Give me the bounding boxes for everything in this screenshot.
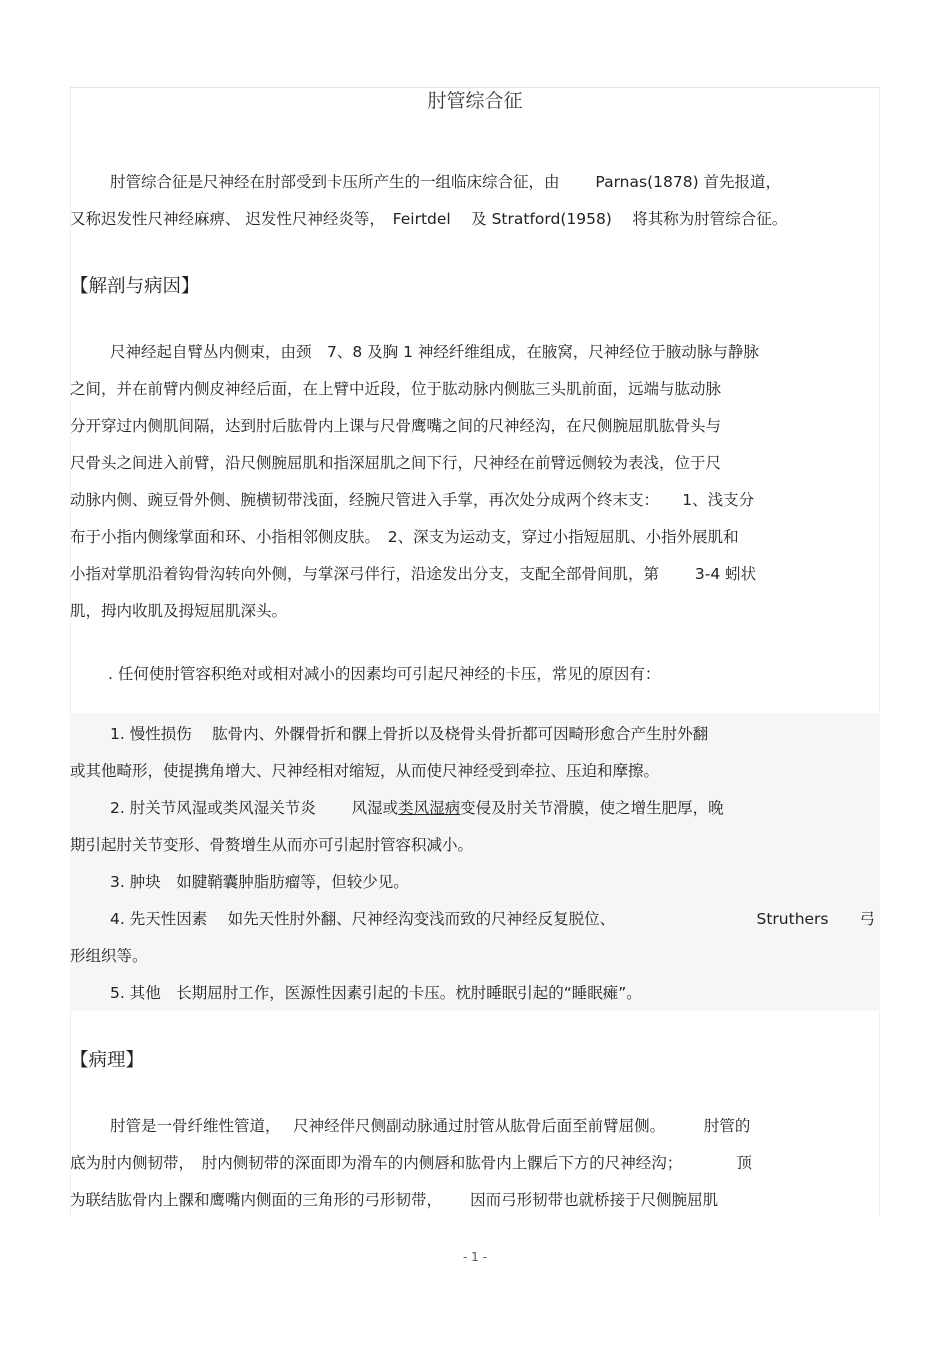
pathology-line: 肘管是一骨纤维性管道， 尺神经伴尺侧副动脉通过肘管从肱骨后面至前臂屈侧。 肘管的 bbox=[110, 1117, 751, 1135]
anatomy-line: 尺骨头之间进入前臂，沿尺侧腕屈肌和指深屈肌之间下行，尺神经在前臂远侧较为表浅，位于尺 bbox=[70, 454, 722, 472]
anatomy-line: 之间，并在前臂内侧皮神经后面，在上臂中近段，位于肱动脉内侧肱三头肌前面，远端与肱动脉 bbox=[70, 380, 722, 398]
cause-line: 期引起肘关节变形、骨赘增生从而亦可引起肘管容积减小。 bbox=[70, 836, 474, 854]
cause-line: 5. 其他 长期屈肘工作，医源性因素引起的卡压。枕肘睡眠引起的“睡眠瘫”。 bbox=[110, 984, 642, 1002]
pathology-line: 为联结肱骨内上髁和鹰嘴内侧面的三角形的弓形韧带， 因而弓形韧带也就桥接于尺侧腕屈肌 bbox=[70, 1191, 719, 1209]
intro-paragraph bbox=[70, 164, 875, 238]
anatomy-line: 分开穿过内侧肌间隔，达到肘后肱骨内上课与尺骨鹰嘴之间的尺神经沟，在尺侧腕屈肌肱骨头与 bbox=[70, 417, 722, 435]
heading-anatomy: 【解剖与病因】 bbox=[70, 276, 200, 297]
cause-text: Struthers 弓 bbox=[756, 910, 875, 928]
cause-item-3 bbox=[70, 864, 875, 901]
cause-item-2 bbox=[70, 790, 875, 864]
pathology-paragraph bbox=[70, 1108, 875, 1219]
cause-text: 2. 肘关节风湿或类风湿关节炎 风湿或 bbox=[110, 799, 399, 817]
anatomy-line: 尺神经起自臂丛内侧束，由颈 7、8 及胸 1 神经纤维组成，在腋窝，尺神经位于腋动脉与静脉 bbox=[110, 343, 759, 361]
cause-text: 4. 先天性因素 如先天性肘外翻、尺神经沟变浅而致的尺神经反复脱位、 bbox=[110, 910, 616, 928]
cause-item-5 bbox=[70, 975, 875, 1012]
page-number: - 1 - bbox=[463, 1250, 487, 1264]
cause-line: 1. 慢性损伤 肱骨内、外髁骨折和髁上骨折以及桡骨头骨折都可因畸形愈合产生肘外翻 bbox=[110, 725, 709, 743]
anatomy-line: 肌，拇内收肌及拇短屈肌深头。 bbox=[70, 602, 288, 620]
anatomy-line: 小指对掌肌沿着钩骨沟转向外侧，与掌深弓伴行，沿途发出分支，支配全部骨间肌，第 3-4 蚓状 bbox=[70, 565, 757, 583]
anatomy-paragraph bbox=[70, 334, 875, 630]
cause-item-1 bbox=[70, 716, 875, 790]
cause-line: 3. 肿块 如腱鞘囊肿脂肪瘤等，但较少见。 bbox=[110, 873, 409, 891]
anatomy-line: 动脉内侧、豌豆骨外侧、腕横韧带浅面，经腕尺管进入手掌，再次处分成两个终末支： 1、浅支分 bbox=[70, 491, 755, 509]
causes-intro-text: . 任何使肘管容积绝对或相对减小的因素均可引起尺神经的卡压，常见的原因有： bbox=[108, 665, 661, 683]
causes-intro bbox=[70, 656, 875, 693]
page-frame bbox=[70, 87, 880, 1217]
intro-line-2: 又称迟发性尺神经麻痹、 迟发性尺神经炎等， Feirtdel 及 Stratford(1958) 将其称为肘管综合征。 bbox=[70, 210, 788, 228]
cause-line: 形组织等。 bbox=[70, 947, 148, 965]
heading-pathology: 【病理】 bbox=[70, 1050, 145, 1071]
cause-underlined-text: 类风湿病 bbox=[398, 799, 461, 817]
anatomy-line: 布于小指内侧缘掌面和环、小指相邻侧皮肤。 2、深支为运动支，穿过小指短屈肌、小指外展肌和 bbox=[70, 528, 739, 546]
cause-text: 变侵及肘关节滑膜，使之增生肥厚，晚 bbox=[460, 799, 724, 817]
intro-line-1: 肘管综合征是尺神经在肘部受到卡压所产生的一组临床综合征，由 Parnas(1878) 首先报道， bbox=[110, 173, 782, 191]
cause-item-4 bbox=[70, 901, 875, 975]
pathology-line: 底为肘内侧韧带， 肘内侧韧带的深面即为滑车的内侧唇和肱骨内上髁后下方的尺神经沟； 顶 bbox=[70, 1154, 753, 1172]
document-title: 肘管综合征 bbox=[427, 90, 523, 112]
cause-line: 或其他畸形，使提携角增大、尺神经相对缩短，从而使尺神经受到牵拉、压迫和摩擦。 bbox=[70, 762, 660, 780]
